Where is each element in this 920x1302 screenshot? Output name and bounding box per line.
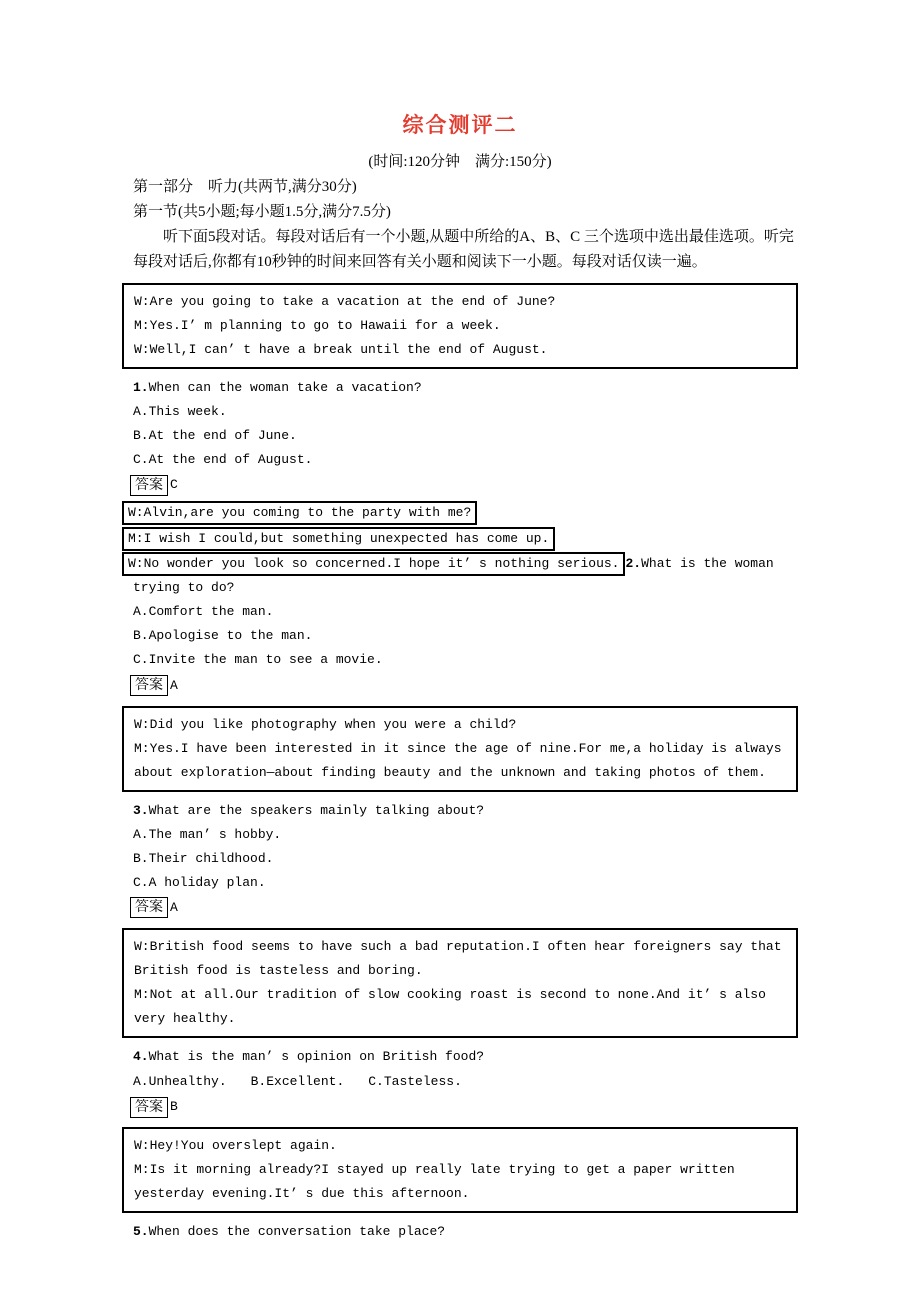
dialogue-1-box [122,283,798,369]
listening-instructions: 听下面5段对话。每段对话后有一个小题,从题中所给的A、B、C 三个选项中选出最佳选项。听完每段对话后,你都有10秒钟的时间来回答有关小题和阅读下一小题。每段对话仅读一遍。 [133,229,794,270]
question-2-option-c: C.Invite the man to see a movie. [133,652,383,668]
question-number: 2. [625,556,642,572]
dialogue-line: W:Did you like photography when you were a child? [134,716,517,732]
question-1-option-c: C.At the end of August. [133,452,313,467]
dialogue-line: M:I wish I could,but something unexpected has come up. [122,527,555,551]
question-2-option-b: B.Apologise to the man. [133,628,313,644]
question-number: 1. [133,380,149,395]
answer-row-3 [122,896,798,920]
question-4-option-b: B.Excellent. [250,1073,345,1089]
question-text: What is the woman trying to do? [133,556,774,596]
section-heading: 第一节(共5小题;每小题1.5分,满分7.5分) [133,204,391,220]
question-text: What are the speakers mainly talking about? [148,802,485,818]
dialogue-line: M:Is it morning already?I stayed up really late trying to get a paper written yesterday evening.It’ s due this afternoon. [134,1162,735,1202]
question-text: When does the conversation take place? [148,1224,446,1240]
answer-row-2 [122,673,798,697]
question-4-option-c: C.Tasteless. [368,1073,462,1089]
answer-letter: A [170,899,178,915]
question-text: When can the woman take a vacation? [148,380,422,395]
dialogue-line: W:No wonder you look so concerned.I hope it’ s nothing serious. [122,552,625,576]
dialogue-line: M:Not at all.Our tradition of slow cooking roast is second to none.And it’ s also very healthy. [134,986,766,1026]
answer-letter: B [170,1099,178,1115]
question-2-option-a: A.Comfort the man. [133,604,274,620]
question-number: 5. [133,1224,149,1240]
part-heading: 第一部分 听力(共两节,满分30分) [133,179,357,195]
answer-label: 答案 [130,475,168,496]
question-3 [122,799,798,823]
answer-row-4 [122,1095,798,1119]
answer-letter: C [170,477,178,493]
page-title: 综合测评二 [402,113,518,137]
question-3-option-c: C.A holiday plan. [133,874,266,890]
dialogue-5-box [122,1127,798,1213]
dialogue-line: W:Well,I can’ t have a break until the end of August. [134,342,548,357]
exam-time-score: (时间:120分钟 满分:150分) [368,154,552,170]
dialogue-line: W:Alvin,are you coming to the party with me? [122,501,477,525]
question-1-option-b: B.At the end of June. [133,428,297,443]
question-text: What is the man’ s opinion on British food? [148,1048,485,1064]
answer-label: 答案 [130,897,168,918]
answer-letter: A [170,677,178,693]
question-number: 3. [133,802,149,818]
question-3-option-b: B.Their childhood. [133,850,274,866]
question-3-option-a: A.The man’ s hobby. [133,826,282,842]
question-number: 4. [133,1048,149,1064]
answer-row-1 [122,473,798,497]
dialogue-2-line-1-row [122,500,798,525]
question-2 [122,552,798,600]
dialogue-2-line-2-row [122,526,798,551]
dialogue-4-box [122,928,798,1038]
exam-page [122,0,798,1244]
question-4-option-a: A.Unhealthy. [133,1073,227,1089]
question-1-option-a: A.This week. [133,404,227,419]
dialogue-3-box [122,706,798,792]
dialogue-line: M:Yes.I’ m planning to go to Hawaii for a week. [134,318,501,333]
question-5 [122,1220,798,1244]
question-4-options [122,1069,798,1094]
question-4 [122,1045,798,1069]
answer-label: 答案 [130,675,168,696]
dialogue-line: W:British food seems to have such a bad reputation.I often hear foreigners say that British food is tasteless and boring. [134,938,782,978]
answer-label: 答案 [130,1097,168,1118]
question-1 [122,376,798,400]
dialogue-line: M:Yes.I have been interested in it since the age of nine.For me,a holiday is always about exploration—about finding beauty and the unknown and taking photos of them. [134,740,782,780]
dialogue-line: W:Hey!You overslept again. [134,1138,337,1154]
dialogue-line: W:Are you going to take a vacation at the end of June? [134,294,556,309]
